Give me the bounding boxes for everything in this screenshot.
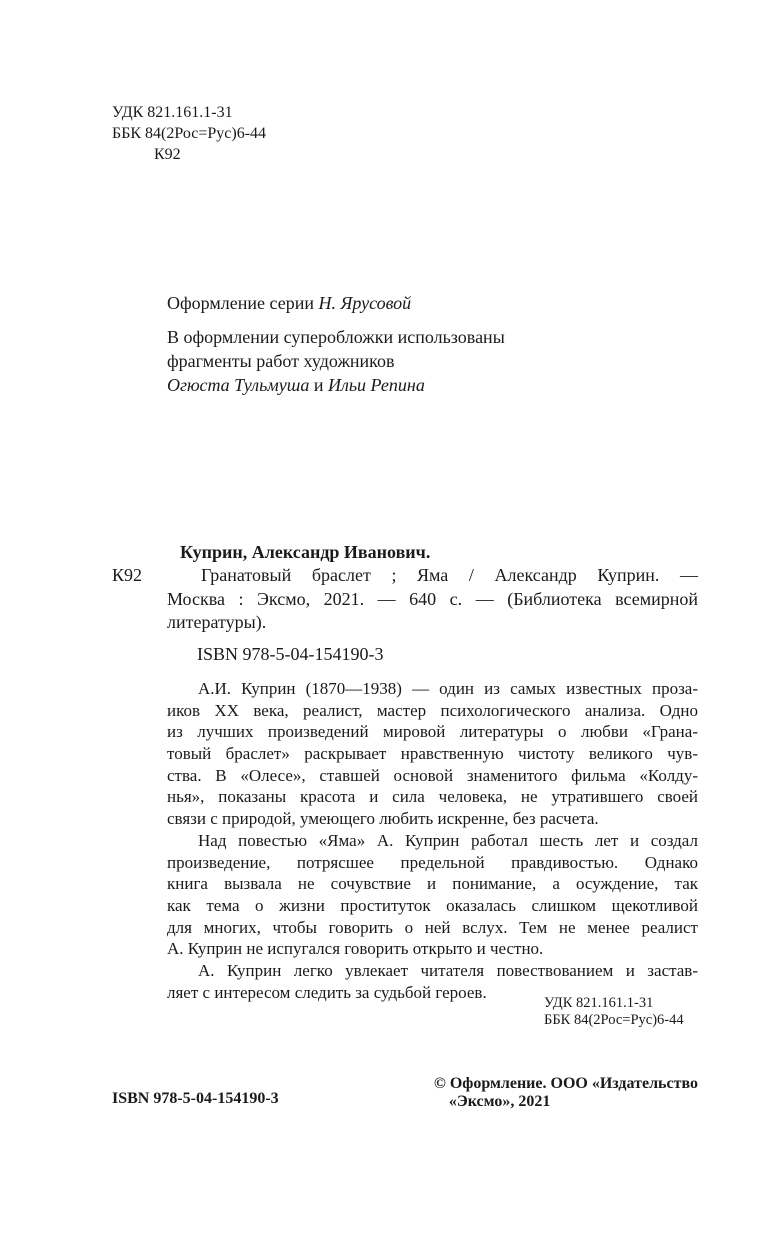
author-mark-top: К92 xyxy=(154,146,181,163)
annotation-line: нья», показаны красота и сила человека, не утратившего своей xyxy=(167,787,698,807)
catalog-entry-line: литературы). xyxy=(167,612,267,632)
catalog-isbn: ISBN 978-5-04-154190-3 xyxy=(197,644,384,664)
annotation-line: иков XX века, реалист, мастер психологического анализа. Одно xyxy=(167,700,698,720)
cover-credit-line-1: В оформлении суперобложки использованы xyxy=(167,327,505,347)
bbk-code-top: ББК 84(2Рос=Рус)6-44 xyxy=(112,125,267,142)
catalog-heading: Куприн, Александр Иванович. xyxy=(180,542,431,562)
series-design-prefix: Оформление серии xyxy=(167,293,319,313)
copyright-line-2: «Эксмо», 2021 xyxy=(448,1093,551,1110)
catalog-entry-line: Москва : Эксмо, 2021. — 640 с. — (Библиотека всемирной xyxy=(167,588,698,609)
cover-artists xyxy=(167,373,425,397)
series-design-credit xyxy=(167,291,411,315)
annotation-line: товый браслет» раскрывает нравственную чистоту великого чув- xyxy=(167,744,698,764)
annotation-line: ляет с интересом следить за судьбой героев. xyxy=(167,982,487,1002)
cover-artist-2: Ильи Репина xyxy=(328,375,425,395)
copyright-notice xyxy=(434,1075,698,1111)
annotation-line: А. Куприн легко увлекает читателя повествованием и застав- xyxy=(198,960,698,980)
annotation-line: ства. В «Олесе», ставшей основой знаменитого фильма «Колду- xyxy=(167,765,698,785)
annotation-line: произведение, потрясшее предельной правдивостью. Однако xyxy=(167,852,698,872)
annotation-line: для многих, чтобы говорить о ней вслух. Тем не менее реалист xyxy=(167,917,698,937)
annotation xyxy=(167,677,698,1002)
annotation-line: связи с природой, умеющего любить искренне, без расчета. xyxy=(167,809,599,829)
annotation-line: как тема о жизни проституток оказалась слишком щекотливой xyxy=(167,895,698,915)
series-design-artist: Н. Ярусовой xyxy=(318,293,412,313)
cover-credit-line-2: фрагменты работ художников xyxy=(167,351,395,371)
annotation-line: Над повестью «Яма» А. Куприн работал шесть лет и создал xyxy=(198,830,698,850)
annotation-line: А.И. Куприн (1870—1938) — один из самых известных проза- xyxy=(198,679,698,698)
catalog-entry-line: Гранатовый браслет ; Яма / Александр Куприн. — xyxy=(201,565,698,585)
bbk-code-bottom: ББК 84(2Рос=Рус)6-44 xyxy=(544,1012,684,1028)
annotation-line: из лучших произведений мировой литературы о любви «Грана- xyxy=(167,722,698,742)
annotation-line: А. Куприн не испугался говорить открыто и честно. xyxy=(167,939,544,959)
annotation-line: книга вызвала не сочувствие и понимание, а осуждение, так xyxy=(167,874,698,894)
cover-artist-1: Огюста Тульмуша xyxy=(167,375,310,395)
copyright-line-1: © Оформление. ООО «Издательство xyxy=(433,1075,698,1092)
udk-code-bottom: УДК 821.161.1-31 xyxy=(544,995,654,1011)
udk-code-top: УДК 821.161.1-31 xyxy=(112,104,233,121)
catalog-entry xyxy=(167,563,698,634)
catalog-side-mark: К92 xyxy=(112,565,143,585)
cover-artists-conjunction: и xyxy=(309,375,329,395)
footer-isbn: ISBN 978-5-04-154190-3 xyxy=(112,1090,279,1107)
